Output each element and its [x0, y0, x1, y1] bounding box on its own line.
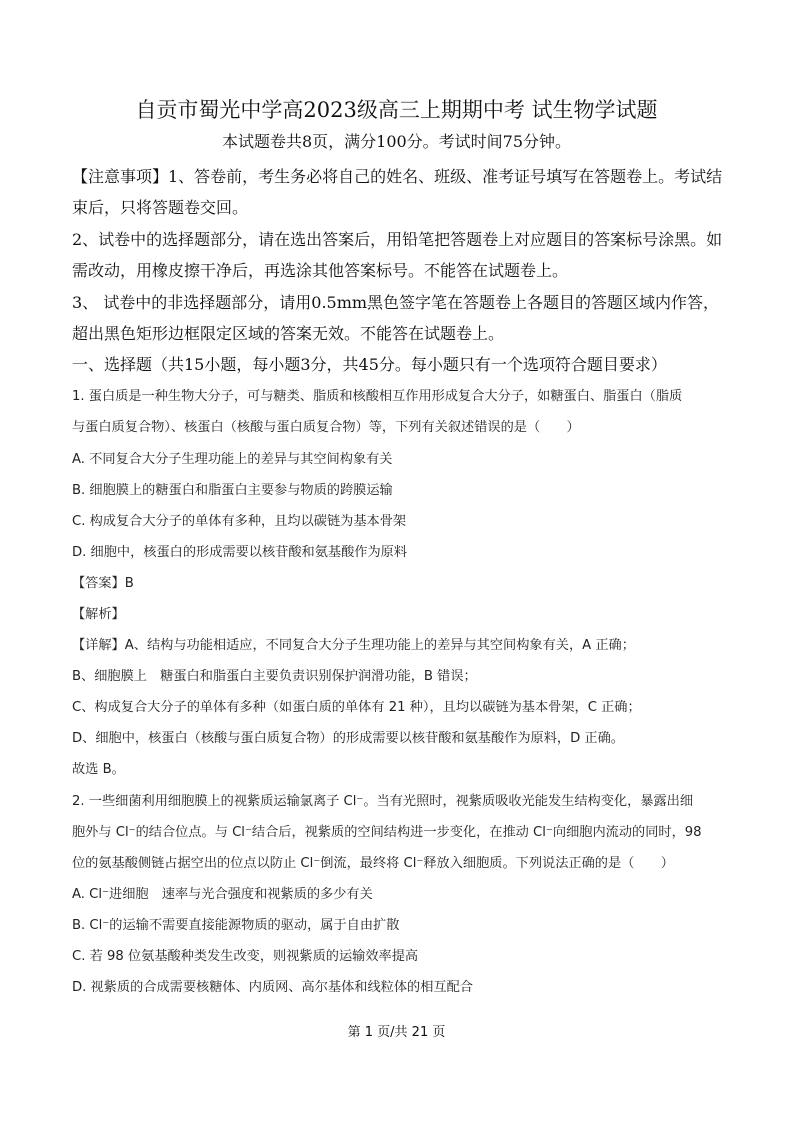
- q1-explanation-1: 【详解】A、结构与功能相适应，不同复合大分子生理功能上的差异与其空间构象有关，A 正确；: [72, 638, 635, 653]
- q2-option-a: A. Cl⁻进细胞 速率与光合强度和视紫质的多少有关: [72, 887, 373, 902]
- q2-stem-line-1: 2. 一些细菌利用细胞膜上的视紫质运输氯离子 Cl⁻。当有光照时，视紫质吸收光能发生结构变化，暴露出细: [72, 794, 694, 809]
- q2-stem-line-3: 位的氨基酸侧链占据空出的位点以防止 Cl⁻倒流，最终将 Cl⁻释放入细胞质。下列说法正确的是（ ）: [72, 856, 674, 871]
- exam-subtitle: 本试题卷共8页，满分100分。考试时间75分钟。: [221, 132, 572, 151]
- q1-explanation-3: C、构成复合大分子的单体有多种（如蛋白质的单体有 21 种），且均以碳链为基本骨架，C 正确；: [72, 700, 641, 715]
- q1-option-c: C. 构成复合大分子的单体有多种，且均以碳链为基本骨架: [72, 514, 407, 529]
- notes-line-5: 3、 试卷中的非选择题部分，请用0.5mm黑色签字笔在答题卷上各题目的答题区域内作答，: [72, 293, 720, 312]
- q1-option-d: D. 细胞中，核蛋白的形成需要以核苷酸和氨基酸作为原料: [72, 545, 408, 560]
- q1-explanation-2: B、细胞膜上 糖蛋白和脂蛋白主要负责识别保护润滑功能，B 错误；: [72, 669, 477, 684]
- notes-line-4: 需改动，用橡皮擦干净后，再选涂其他答案标号。不能答在试题卷上。: [72, 261, 569, 280]
- q1-explanation-5: 故选 B。: [72, 762, 125, 777]
- q2-option-d: D. 视紫质的合成需要核糖体、内质网、高尔基体和线粒体的相互配合: [72, 980, 473, 995]
- section-heading: 一、选择题（共15小题，每小题3分，共45分。每小题只有一个选项符合题目要求）: [72, 355, 667, 374]
- page-number: 第 1 页/共 21 页: [347, 1025, 446, 1040]
- exam-title: 自贡市蜀光中学高2023级高三上期期中考 试生物学试题: [135, 98, 658, 122]
- q1-stem-line-2: 与蛋白质复合物）、核蛋白（核酸与蛋白质复合物）等，下列有关叙述错误的是（ ）: [72, 420, 580, 435]
- q2-option-c: C. 若 98 位氨基酸种类发生改变，则视紫质的运输效率提高: [72, 949, 419, 964]
- q1-stem-line-1: 1. 蛋白质是一种生物大分子，可与糖类、脂质和核酸相互作用形成复合大分子，如糖蛋白、脂蛋白（脂质: [72, 389, 683, 404]
- notes-line-1: 【注意事项】1、答卷前，考生务必将自己的姓名、班级、准考证号填写在答题卷上。考试结: [72, 167, 723, 186]
- q1-option-a: A. 不同复合大分子生理功能上的差异与其空间构象有关: [72, 452, 393, 467]
- q1-option-b: B. 细胞膜上的糖蛋白和脂蛋白主要参与物质的跨膜运输: [72, 483, 393, 498]
- notes-line-2: 束后，只将答题卷交回。: [72, 198, 249, 217]
- q1-analysis-label: 【解析】: [72, 607, 125, 622]
- q2-stem-line-2: 胞外与 Cl⁻的结合位点。与 Cl⁻结合后，视紫质的空间结构进一步变化，在推动 Cl⁻向细胞内流动的同时，98: [72, 825, 702, 840]
- q1-answer: 【答案】B: [72, 576, 134, 591]
- q1-explanation-4: D、细胞中，核蛋白（核酸与蛋白质复合物）的形成需要以核苷酸和氨基酸作为原料，D 正确。: [72, 731, 624, 746]
- q2-option-b: B. Cl⁻的运输不需要直接能源物质的驱动，属于自由扩散: [72, 918, 400, 933]
- notes-line-6: 超出黑色矩形边框限定区域的答案无效。不能答在试题卷上。: [72, 324, 505, 343]
- notes-line-3: 2、试卷中的选择题部分，请在选出答案后，用铅笔把答题卷上对应题目的答案标号涂黑。如: [72, 230, 723, 249]
